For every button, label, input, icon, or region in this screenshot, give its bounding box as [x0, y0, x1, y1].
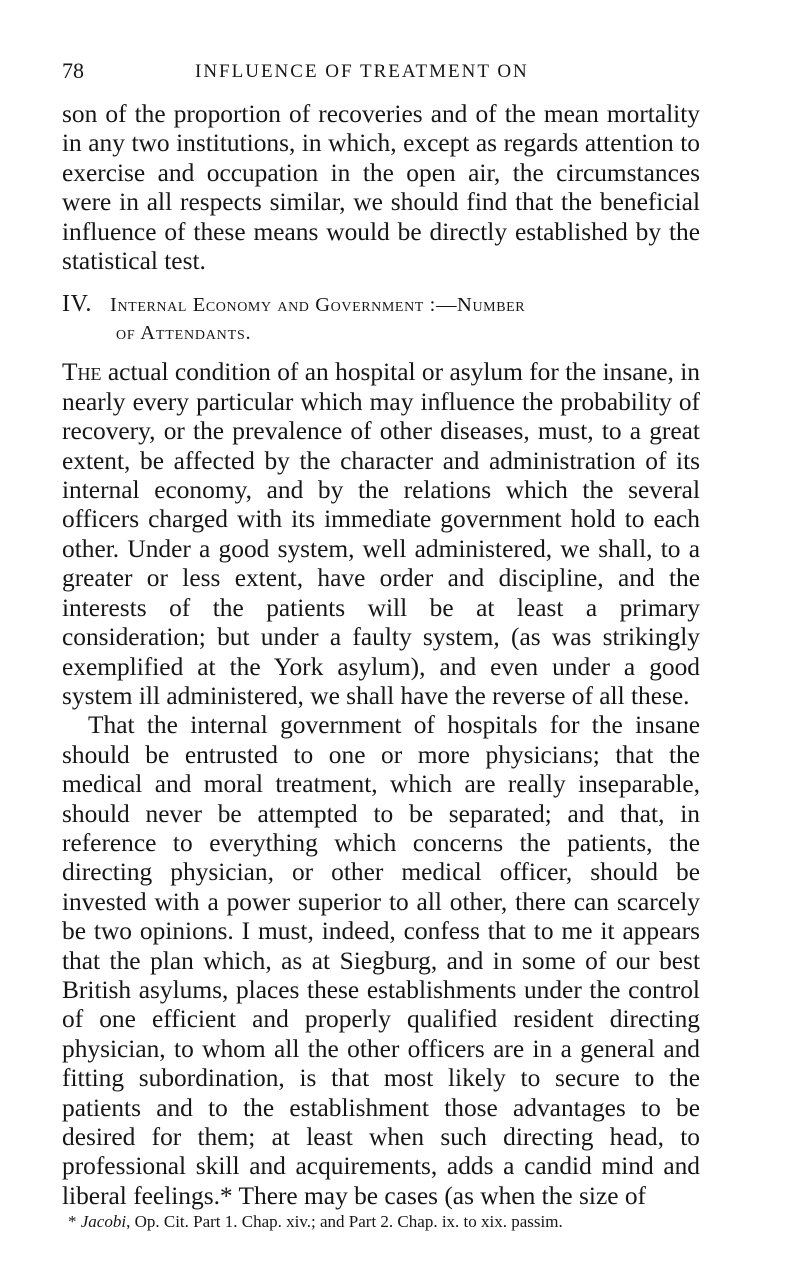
section-title-line-1: Internal Economy and Government :—Number	[110, 294, 526, 317]
paragraph-lead-word: The	[62, 358, 102, 387]
body-text	[62, 100, 700, 1233]
section-numeral: IV.	[62, 291, 93, 318]
running-title: INFLUENCE OF TREATMENT ON	[195, 61, 529, 82]
section-heading-line-1	[62, 290, 700, 320]
page-number: 78	[62, 58, 84, 83]
paragraph-continuation: son of the proportion of recoveries and of the mean mortality in any two institutions, in which, except as regards attention to exercise and occupation in the open air, the circumstances were in all respects similar, we should find that the beneficial influence of these means would be directly established by the statistical test.	[62, 100, 700, 276]
paragraph-opening	[62, 358, 700, 711]
footnote-text: , Op. Cit. Part 1. Chap. xiv.; and Part 2. Chap. ix. to xix. passim.	[126, 1212, 563, 1232]
section-heading	[62, 290, 700, 346]
paragraph-opening-text: actual condition of an hospital or asylum for the insane, in nearly every particular which may influence the probability of recovery, or the prevalence of other diseases, must, to a great extent, be affected by the character and administration of its internal economy, and by the relations which the several officers charged with its immediate government hold to each other. Under a good system, well administered, we shall, to a greater or less extent, have order and discipline, and the interests of the patients will be at least a primary consideration; but under a faulty system, (as was strikingly exemplified at the York asylum), and even under a good system ill administered, we shall have the reverse of all these.	[62, 358, 700, 710]
section-title-line-2: of Attendants.	[116, 322, 252, 345]
footnote-author: Jacobi	[80, 1212, 127, 1232]
footnote	[62, 1211, 700, 1233]
paragraph-main: That the internal government of hospitals for the insane should be entrusted to one or more physicians; that the medical and moral treatment, which are really inseparable, should never be attempted to be separated; and that, in reference to everything which concerns the patients, the directing physician, or other medical officer, should be invested with a power superior to all other, there can scarcely be two opinions. I must, indeed, confess that to me it appears that the plan which, as at Siegburg, and in some of our best British asylums, places these establishments under the control of one efficient and properly qualified resident directing physician, to whom all the other officers are in a general and fitting subordination, is that most likely to secure to the patients and to the establishment those advantages to be desired for them; at least when such directing head, to professional skill and acquirements, adds a candid mind and liberal feelings.* There may be cases (as when the size of	[62, 711, 700, 1210]
running-head	[0, 54, 801, 84]
footnote-marker: *	[68, 1212, 81, 1232]
